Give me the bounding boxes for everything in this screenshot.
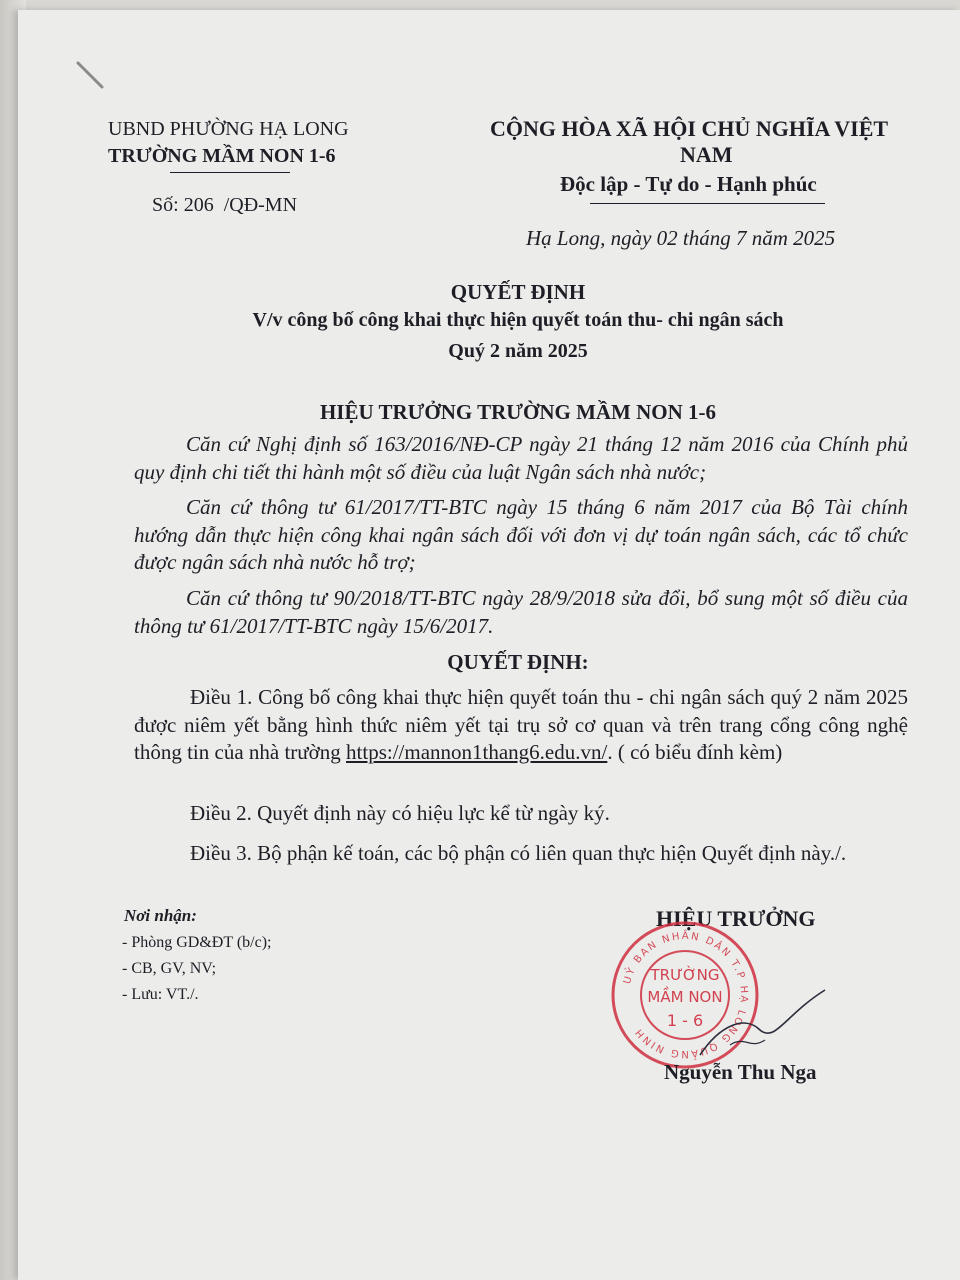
recipients-label: Nơi nhận: <box>124 906 197 925</box>
signatory-role: HIỆU TRƯỞNG <box>656 906 816 931</box>
stamp-ring-text: UỶ BAN NHÂN DÂN T.P HẠ LONG QUẢNG NINH <box>622 930 750 1060</box>
article-1 <box>134 684 908 767</box>
decision-subject: V/v công bố công khai thực hiện quyết toán thu- chi ngân sách <box>252 309 784 331</box>
motto: Độc lập - Tự do - Hạnh phúc <box>560 172 817 196</box>
stamp-line-2: MẦM NON <box>647 988 723 1006</box>
number-suffix: /QĐ-MN <box>223 194 298 216</box>
decision-title: QUYẾT ĐỊNH <box>450 280 586 304</box>
place-date: Hạ Long, ngày 02 tháng 7 năm 2025 <box>526 226 836 250</box>
legal-basis-3: Căn cứ thông tư 90/2018/TT-BTC ngày 28/9/2018 sửa đổi, bổ sung một số điều của thông tư 61/2017/TT-BTC ngày 15/6/2017. <box>134 586 908 638</box>
country-name-line2: NAM <box>680 142 733 167</box>
motto-underline <box>590 203 825 204</box>
decision-heading: QUYẾT ĐỊNH: <box>447 650 589 674</box>
school-underline <box>170 172 290 173</box>
country-name-line1: CỘNG HÒA XÃ HỘI CHỦ NGHĨA VIỆT <box>490 116 889 141</box>
recipient-item: - CB, GV, NV; <box>122 960 217 977</box>
signatory-name: Nguyễn Thu Nga <box>664 1060 817 1084</box>
article-2: Điều 2. Quyết định này có hiệu lực kể từ ngày ký. <box>190 801 610 825</box>
document-number <box>152 194 297 217</box>
number-value: 206 <box>183 194 214 216</box>
school-website-link[interactable]: https://mannon1thang6.edu.vn/ <box>346 740 608 764</box>
legal-basis-2: Căn cứ thông tư 61/2017/TT-BTC ngày 15 tháng 6 năm 2017 của Bộ Tài chính hướng dẫn thực hiện công khai ngân sách đối với đơn vị dự toán ngân sách, các tổ chức được ngân sách nhà nước hỗ trợ; <box>134 495 908 574</box>
school-name: TRƯỜNG MẦM NON 1-6 <box>108 145 336 167</box>
number-prefix: Số: <box>152 194 179 216</box>
decision-period: Quý 2 năm 2025 <box>448 340 588 362</box>
legal-basis-1: Căn cứ Nghị định số 163/2016/NĐ-CP ngày 21 tháng 12 năm 2016 của Chính phủ quy định chi tiết thi hành một số điều của luật Ngân sách nhà nước; <box>134 432 908 484</box>
staple-icon <box>70 55 110 95</box>
stamp-line-1: TRƯỜNG <box>650 966 720 984</box>
recipient-item: - Phòng GD&ĐT (b/c); <box>122 934 272 951</box>
article-3: Điều 3. Bộ phận kế toán, các bộ phận có liên quan thực hiện Quyết định này./. <box>190 841 847 865</box>
stamp-line-3: 1 - 6 <box>666 1011 704 1030</box>
article-1-tail: . ( có biểu đính kèm) <box>607 740 783 764</box>
recipient-item: - Lưu: VT./. <box>122 986 199 1003</box>
article-1-text: Điều 1. Công bố công khai thực hiện quyết toán thu - chi ngân sách quý 2 năm 2025 được niêm yết bằng hình thức niêm yết tại trụ sở cơ quan và trên trang cổng công nghệ thông tin của nhà trường <box>134 685 908 764</box>
authority-heading: HIỆU TRƯỞNG TRƯỜNG MẦM NON 1-6 <box>319 400 717 424</box>
authority-name: UBND PHƯỜNG HẠ LONG <box>108 118 349 140</box>
